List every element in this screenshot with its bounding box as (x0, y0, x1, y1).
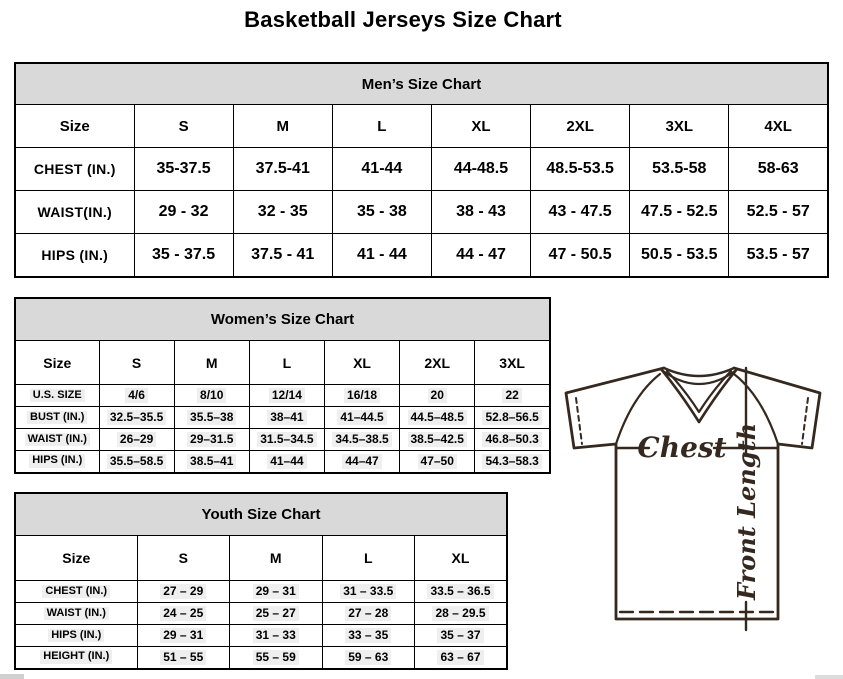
cell-value: 4/6 (99, 385, 174, 407)
cell-value: 44 - 47 (431, 234, 530, 277)
table-row (15, 581, 507, 603)
cuff-dashed-left (576, 398, 582, 444)
cell-value: 48.5-53.5 (531, 148, 630, 191)
cell-value: 63 – 67 (415, 647, 508, 669)
column-header: 2XL (400, 341, 475, 385)
cell-value: 53.5 - 57 (729, 234, 828, 277)
cell-value: 26–29 (99, 429, 174, 451)
jersey-outline (566, 368, 820, 619)
table-title: Youth Size Chart (15, 493, 507, 536)
cell-value: 47 - 50.5 (531, 234, 630, 277)
cell-value: 59 – 63 (322, 647, 415, 669)
table-row (15, 647, 507, 669)
cell-value: 35 - 37.5 (134, 234, 233, 277)
row-label: BUST (IN.) (15, 407, 99, 429)
cell-value: 51 – 55 (137, 647, 230, 669)
cell-value: 50.5 - 53.5 (630, 234, 729, 277)
row-label: HIPS (IN.) (15, 625, 137, 647)
cell-value: 12/14 (249, 385, 324, 407)
column-header: M (233, 105, 332, 148)
cell-value: 31 – 33.5 (322, 581, 415, 603)
column-header: L (322, 536, 415, 581)
table-title: Women’s Size Chart (15, 298, 550, 341)
cell-value: 41–44 (249, 451, 324, 473)
column-header: 3XL (630, 105, 729, 148)
cell-value: 38 - 43 (431, 191, 530, 234)
cell-value: 53.5-58 (630, 148, 729, 191)
cell-value: 41–44.5 (324, 407, 399, 429)
cutoff-fragment-left (0, 674, 24, 679)
column-header: S (137, 536, 230, 581)
row-label: WAIST (IN.) (15, 603, 137, 625)
cell-value: 29 – 31 (230, 581, 323, 603)
table-row (15, 625, 507, 647)
cell-value: 41 - 44 (332, 234, 431, 277)
cell-value: 52.8–56.5 (475, 407, 550, 429)
collar-arc-outer (664, 368, 734, 376)
cuff-dashed-right (802, 398, 808, 444)
cutoff-fragment-right (815, 675, 843, 679)
row-label: HEIGHT (IN.) (15, 647, 137, 669)
cell-value: 58-63 (729, 148, 828, 191)
column-header: S (99, 341, 174, 385)
row-label: CHEST (IN.) (15, 148, 134, 191)
cell-value: 41-44 (332, 148, 431, 191)
cell-value: 35-37.5 (134, 148, 233, 191)
cell-value: 29 - 32 (134, 191, 233, 234)
cell-value: 44–47 (324, 451, 399, 473)
table-row (15, 407, 550, 429)
cell-value: 38.5–42.5 (400, 429, 475, 451)
table-row (15, 451, 550, 473)
column-header: M (174, 341, 249, 385)
cell-value: 32 - 35 (233, 191, 332, 234)
table-row (15, 429, 550, 451)
table-title: Men’s Size Chart (15, 63, 828, 105)
page-title: Basketball Jerseys Size Chart (244, 7, 562, 32)
cell-value: 35 – 37 (415, 625, 508, 647)
cell-value: 44.5–48.5 (400, 407, 475, 429)
cell-value: 16/18 (324, 385, 399, 407)
cell-value: 35 - 38 (332, 191, 431, 234)
table-row (15, 234, 828, 277)
cell-value: 32.5–35.5 (99, 407, 174, 429)
cell-value: 25 – 27 (230, 603, 323, 625)
row-label: U.S. SIZE (15, 385, 99, 407)
row-label: WAIST(IN.) (15, 191, 134, 234)
column-header: Size (15, 536, 137, 581)
cell-value: 47.5 - 52.5 (630, 191, 729, 234)
cell-value: 35.5–58.5 (99, 451, 174, 473)
cell-value: 31.5–34.5 (249, 429, 324, 451)
column-header: 4XL (729, 105, 828, 148)
cell-value: 33 – 35 (322, 625, 415, 647)
cell-value: 34.5–38.5 (324, 429, 399, 451)
jersey-measurement-diagram (552, 356, 836, 660)
cell-value: 29 – 31 (137, 625, 230, 647)
cell-value: 31 – 33 (230, 625, 323, 647)
womens-size-chart-table (14, 297, 551, 474)
mens-size-chart-table (14, 62, 829, 278)
table-row (15, 191, 828, 234)
cell-value: 28 – 29.5 (415, 603, 508, 625)
column-header: XL (324, 341, 399, 385)
column-header: Size (15, 341, 99, 385)
cell-value: 38–41 (249, 407, 324, 429)
column-header: M (230, 536, 323, 581)
row-label: HIPS (IN.) (15, 234, 134, 277)
column-header: XL (415, 536, 508, 581)
cell-value: 37.5-41 (233, 148, 332, 191)
column-header: S (134, 105, 233, 148)
column-header: L (332, 105, 431, 148)
row-label: WAIST (IN.) (15, 429, 99, 451)
youth-size-chart-table (14, 492, 508, 670)
cell-value: 22 (475, 385, 550, 407)
table-row (15, 385, 550, 407)
row-label: HIPS (IN.) (15, 451, 99, 473)
cell-value: 55 – 59 (230, 647, 323, 669)
column-header: Size (15, 105, 134, 148)
cell-value: 20 (400, 385, 475, 407)
cell-value: 38.5–41 (174, 451, 249, 473)
cell-value: 33.5 – 36.5 (415, 581, 508, 603)
cell-value: 54.3–58.3 (475, 451, 550, 473)
row-label: CHEST (IN.) (15, 581, 137, 603)
cell-value: 47–50 (400, 451, 475, 473)
cell-value: 27 – 29 (137, 581, 230, 603)
cell-value: 27 – 28 (322, 603, 415, 625)
column-header: XL (431, 105, 530, 148)
chest-label: Chest (637, 431, 727, 464)
cell-value: 46.8–50.3 (475, 429, 550, 451)
cell-value: 35.5–38 (174, 407, 249, 429)
cell-value: 29–31.5 (174, 429, 249, 451)
cell-value: 8/10 (174, 385, 249, 407)
table-row (15, 603, 507, 625)
cell-value: 37.5 - 41 (233, 234, 332, 277)
cell-value: 43 - 47.5 (531, 191, 630, 234)
table-row (15, 148, 828, 191)
column-header: 3XL (475, 341, 550, 385)
jersey-icon (552, 356, 836, 660)
front-length-label: Front Length (732, 422, 761, 600)
cell-value: 44-48.5 (431, 148, 530, 191)
column-header: L (249, 341, 324, 385)
cell-value: 52.5 - 57 (729, 191, 828, 234)
cell-value: 24 – 25 (137, 603, 230, 625)
column-header: 2XL (531, 105, 630, 148)
